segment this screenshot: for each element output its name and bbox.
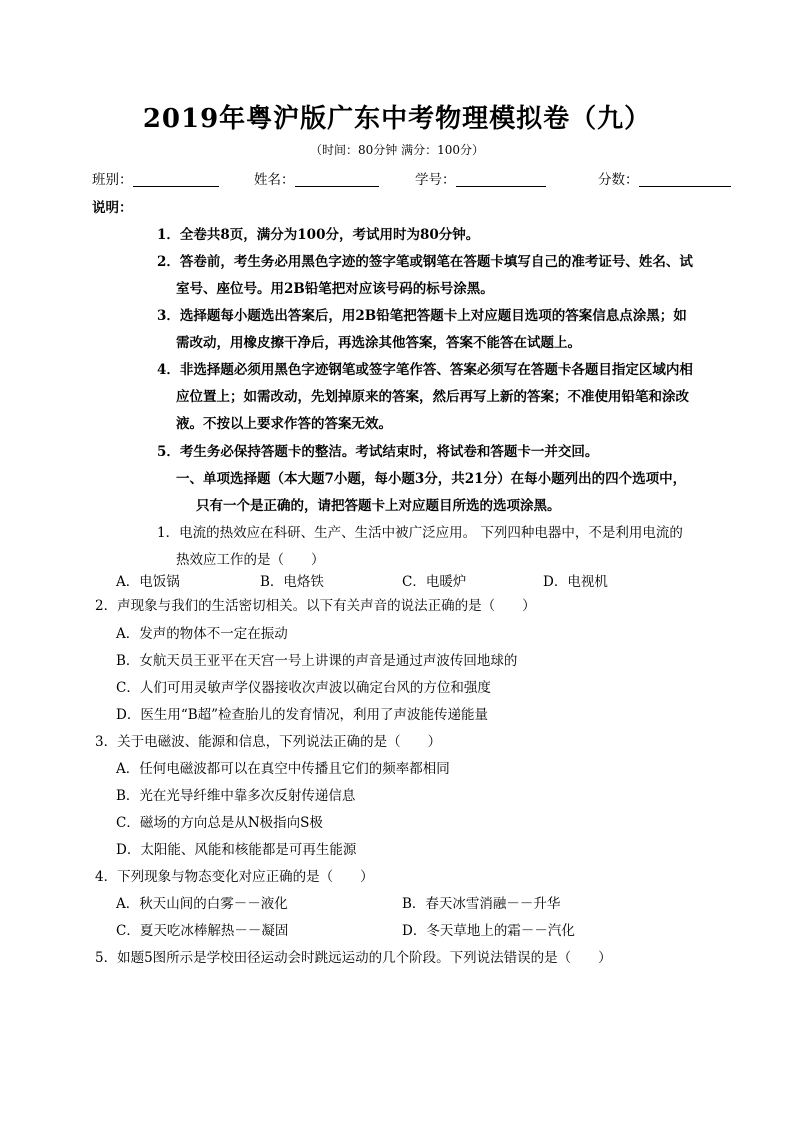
instruction-line: 需改动，用橡皮擦干净后，再选涂其他答案，答案不能答在试题上。 xyxy=(176,335,581,351)
question-1-option-a: A．电饭锅 xyxy=(116,574,180,590)
question-1-stem: 1．电流的热效应在科研、生产、生活中被广泛应用。 下列四种电器中，不是利用电流的 xyxy=(157,525,683,541)
instructions-heading: 说明： xyxy=(92,200,133,216)
instruction-line: 5．考生务必保持答题卡的整洁。考试结束时，将试卷和答题卡一并交回。 xyxy=(157,444,599,460)
question-1-option-b: B．电烙铁 xyxy=(260,574,324,590)
id-blank xyxy=(456,172,546,187)
question-3-stem: 3．关于电磁波、能源和信息，下列说法正确的是（ ） xyxy=(95,734,442,750)
exam-subtitle: （时间：80分钟 满分：100分） xyxy=(310,143,484,157)
class-blank xyxy=(133,172,219,187)
id-label: 学号： xyxy=(415,172,456,188)
question-4-option-a: A．秋天山间的白雾－－液化 xyxy=(116,896,288,912)
question-1-option-d: D．电视机 xyxy=(543,574,608,590)
section-heading: 只有一个是正确的，请把答题卡上对应题目所选的选项涂黑。 xyxy=(196,498,561,514)
instruction-line: 1．全卷共8页，满分为100分，考试用时为80分钟。 xyxy=(157,227,480,243)
name-blank xyxy=(295,172,379,187)
question-3-option-a: A．任何电磁波都可以在真空中传播且它们的频率都相同 xyxy=(116,761,450,777)
question-4-option-b: B．春天冰雪消融－－升华 xyxy=(402,896,561,912)
instruction-line: 2．答卷前，考生务必用黑色字迹的签字笔或钢笔在答题卡填写自己的准考证号、姓名、试 xyxy=(157,254,693,270)
section-heading: 一、单项选择题（本大题7小题，每小题3分，共21分）在每小题列出的四个选项中， xyxy=(176,471,687,487)
question-4-option-d: D．冬天草地上的霜－－汽化 xyxy=(402,923,575,939)
page-title: 2019年粤沪版广东中考物理模拟卷（九） xyxy=(142,104,652,134)
question-4-stem: 4．下列现象与物态变化对应正确的是（ ） xyxy=(95,869,374,885)
instruction-line: 4．非选择题必须用黑色字迹钢笔或签字笔作答、答案必须写在答题卡各题目指定区域内相 xyxy=(157,362,693,378)
score-blank xyxy=(639,172,731,187)
id-field xyxy=(415,168,546,188)
score-field xyxy=(598,168,731,188)
question-5-stem: 5．如题5图所示是学校田径运动会时跳远运动的几个阶段。下列说法错误的是（ ） xyxy=(95,950,612,966)
instruction-line: 3．选择题每小题选出答案后，用2B铅笔把答题卡上对应题目选项的答案信息点涂黑；如 xyxy=(157,308,687,324)
name-field xyxy=(254,168,379,188)
question-2-stem: 2．声现象与我们的生活密切相关。以下有关声音的说法正确的是（ ） xyxy=(95,598,536,614)
instruction-line: 应位置上；如需改动，先划掉原来的答案，然后再写上新的答案；不准使用铅笔和涂改 xyxy=(176,389,689,405)
question-4-option-c: C．夏天吃冰棒解热－－凝固 xyxy=(116,923,289,939)
question-1-stem: 热效应工作的是（ ） xyxy=(176,552,325,568)
class-label: 班别： xyxy=(92,172,133,188)
class-field xyxy=(92,168,219,188)
question-3-option-d: D．太阳能、风能和核能都是可再生能源 xyxy=(116,842,357,858)
question-2-option-b: B．女航天员王亚平在天宫一号上讲课的声音是通过声波传回地球的 xyxy=(116,653,518,669)
score-label: 分数： xyxy=(598,172,639,188)
instruction-line: 室号、座位号。用2B铅笔把对应该号码的标号涂黑。 xyxy=(176,281,494,297)
student-info-row xyxy=(92,168,732,188)
question-1-option-c: C．电暖炉 xyxy=(402,574,467,590)
question-2-option-a: A．发声的物体不一定在振动 xyxy=(116,626,288,642)
name-label: 姓名： xyxy=(254,172,295,188)
instruction-line: 液。不按以上要求作答的答案无效。 xyxy=(176,416,392,432)
question-3-option-c: C．磁场的方向总是从N极指向S极 xyxy=(116,815,323,831)
question-2-option-d: D．医生用“B超”检查胎儿的发育情况，利用了声波能传递能量 xyxy=(116,707,489,723)
question-2-option-c: C．人们可用灵敏声学仪器接收次声波以确定台风的方位和强度 xyxy=(116,680,491,696)
question-3-option-b: B．光在光导纤维中靠多次反射传递信息 xyxy=(116,788,356,804)
